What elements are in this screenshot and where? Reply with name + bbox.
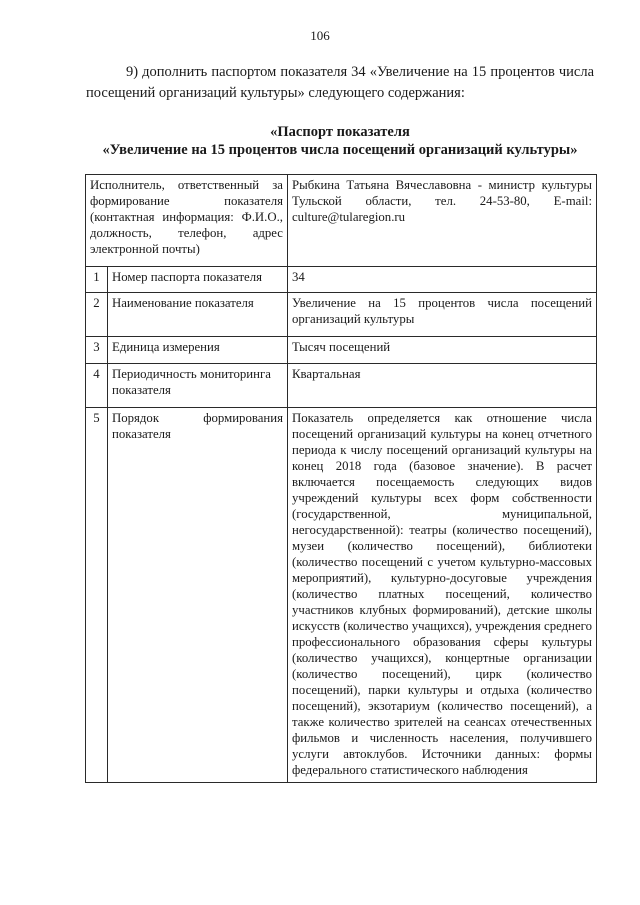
passport-subtitle: «Увеличение на 15 процентов числа посещений организаций культуры» xyxy=(102,142,578,158)
row-number: 2 xyxy=(86,293,108,337)
row-label: Порядок формирования показателя xyxy=(108,408,288,783)
table-row xyxy=(86,408,597,783)
table-row xyxy=(86,267,597,293)
row-number: 4 xyxy=(86,364,108,408)
row-value: Тысяч посещений xyxy=(288,337,597,364)
row-number: 1 xyxy=(86,267,108,293)
row-value: Показатель определяется как отношение числа посещений организаций культуры на конец отчетного периода к числу посещений организаций культуры на конец 2018 года (базовое значение). В расчет включается посещаемость следующих видов учреждений культуры всех форм собственности (государственной, муниципальной, негосударственной): театры (количество посещений), музеи (количество посещений), библиотеки (количество посещений с учетом культурно-массовых мероприятий), культурно-досуговые учреждения (количество платных посещений, количество участников клубных формирований), детские школы искусств (количество учащихся), учреждения среднего профессионального образования сферы культуры (количество учащихся), концертные организации (количество посещений), цирк (количество посещений), парки культуры и отдыха (количество посещений), экзотариум (количество посещений), а также количество зрителей на сеансах отечественных фильмов и численность населения, получившего услуги автоклубов. Источники данных: формы федерального статистического наблюдения xyxy=(288,408,597,783)
responsible-value: Рыбкина Татьяна Вячеславовна - министр культуры Тульской области, тел. 24-53-80, E-mail: culture@tularegion.ru xyxy=(288,175,597,267)
row-label: Единица измерения xyxy=(108,337,288,364)
table-row-responsible xyxy=(86,175,597,267)
passport-title: «Паспорт показателя xyxy=(270,124,410,140)
row-value: Увеличение на 15 процентов числа посещений организаций культуры xyxy=(288,293,597,337)
passport-table xyxy=(85,174,597,783)
table-row xyxy=(86,337,597,364)
page-number: 106 xyxy=(310,28,330,43)
row-number: 3 xyxy=(86,337,108,364)
row-value: 34 xyxy=(288,267,597,293)
row-number: 5 xyxy=(86,408,108,783)
row-label: Периодичность мониторинга показателя xyxy=(108,364,288,408)
row-label: Наименование показателя xyxy=(108,293,288,337)
responsible-label: Исполнитель, ответственный за формирование показателя (контактная информация: Ф.И.О., должность, телефон, адрес электронной почты) xyxy=(86,175,288,267)
intro-paragraph: 9) дополнить паспортом показателя 34 «Увеличение на 15 процентов числа посещений организаций культуры» следующего содержания: xyxy=(86,64,594,101)
row-value: Квартальная xyxy=(288,364,597,408)
row-label: Номер паспорта показателя xyxy=(108,267,288,293)
table-row xyxy=(86,364,597,408)
table-row xyxy=(86,293,597,337)
